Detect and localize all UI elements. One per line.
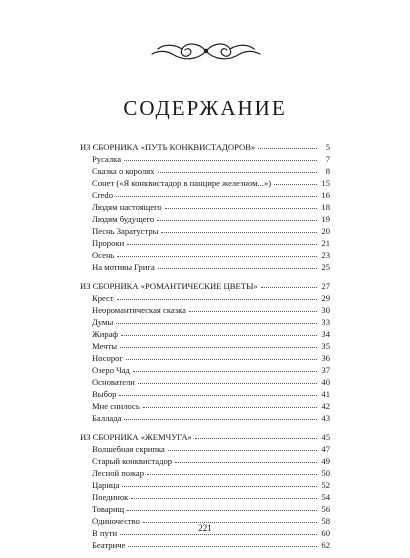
- toc-entry-page: 7: [325, 154, 330, 164]
- dot-leader: [122, 479, 317, 487]
- toc-entry-label: В пути: [92, 528, 118, 538]
- toc-entry-page: 20: [321, 226, 330, 236]
- toc-entry-label: Неоромантическая сказка: [92, 305, 186, 315]
- toc-entry-label: Сказка о королях: [92, 166, 155, 176]
- dot-leader: [116, 316, 317, 324]
- toc-section-heading-label: ИЗ СБОРНИКА «ЖЕМЧУГА»: [80, 432, 192, 442]
- toc-entry: [80, 249, 330, 261]
- toc-entry: [80, 328, 330, 340]
- dot-leader: [133, 364, 317, 372]
- toc-entry-page: 19: [321, 214, 330, 224]
- toc-entry-page: 21: [321, 238, 330, 248]
- toc-entry-page: 37: [321, 365, 330, 375]
- toc-entry-page: 18: [321, 202, 330, 212]
- toc-entry: [80, 177, 330, 189]
- toc-entry-label: Поединок: [92, 492, 129, 502]
- toc-entry-page: 50: [321, 468, 330, 478]
- dot-leader: [165, 201, 317, 209]
- toc-entry-label: Старый конквистадор: [92, 456, 173, 466]
- toc-entry: [80, 364, 330, 376]
- toc-entry: [80, 467, 330, 479]
- toc-section-heading: [80, 141, 330, 153]
- toc-entry-page: 60: [321, 528, 330, 538]
- toc-entry: [80, 340, 330, 352]
- dot-leader: [143, 400, 317, 408]
- toc-entry-label: Лесной пожар: [92, 468, 144, 478]
- toc-entry: [80, 388, 330, 400]
- toc-entry: [80, 153, 330, 165]
- toc-entry: [80, 165, 330, 177]
- toc-entry: [80, 237, 330, 249]
- dot-leader: [189, 304, 317, 312]
- toc-entry: [80, 400, 330, 412]
- toc-section-heading: [80, 280, 330, 292]
- toc-entry-label: Жираф: [92, 329, 118, 339]
- dot-leader: [175, 455, 317, 463]
- dot-leader: [138, 376, 317, 384]
- toc-entry: [80, 352, 330, 364]
- toc-entry: [80, 213, 330, 225]
- dot-leader: [161, 225, 317, 233]
- toc-entry-page: 56: [321, 504, 330, 514]
- dot-leader: [126, 352, 317, 360]
- toc-entry-page: 25: [321, 262, 330, 272]
- toc-entry-page: 29: [321, 293, 330, 303]
- toc-entry-page: 54: [321, 492, 330, 502]
- toc-entry: [80, 491, 330, 503]
- toc-entry-label: Товарищ: [92, 504, 125, 514]
- dot-leader: [147, 467, 317, 475]
- toc-entry: [80, 189, 330, 201]
- toc-entry-label: Людям будущего: [92, 214, 155, 224]
- toc-entry-page: 49: [321, 456, 330, 466]
- dot-leader: [128, 539, 317, 547]
- toc-entry-page: 33: [321, 317, 330, 327]
- toc-entry-label: Русалка: [92, 154, 122, 164]
- dot-leader: [119, 388, 317, 396]
- dot-leader: [127, 503, 317, 511]
- toc-entry-page: 62: [321, 540, 330, 550]
- dot-leader: [117, 292, 317, 300]
- toc-entry-label: Выбор: [92, 389, 117, 399]
- toc-entry-label: Мечты: [92, 341, 117, 351]
- toc-entry-page: 16: [321, 190, 330, 200]
- toc-entry-label: Песнь Заратустры: [92, 226, 159, 236]
- toc-entry-label: Носорог: [92, 353, 123, 363]
- toc-entry-label: Одиночество: [92, 516, 140, 526]
- toc-entry-label: На мотивы Грига: [92, 262, 155, 272]
- dot-leader: [124, 153, 317, 161]
- dot-leader: [158, 165, 318, 173]
- dot-leader: [261, 280, 317, 288]
- toc-entry: [80, 539, 330, 551]
- dot-leader: [195, 431, 317, 439]
- toc-entry: [80, 316, 330, 328]
- toc-entry-page: 36: [321, 353, 330, 363]
- toc-entry-label: Баллада: [92, 413, 122, 423]
- toc-entry-label: Думы: [92, 317, 114, 327]
- toc-entry-label: Сонет («Я конквистадор в панцире железном...»): [92, 178, 272, 188]
- toc-entry-label: Озеро Чад: [92, 365, 130, 375]
- toc-entry: [80, 455, 330, 467]
- toc-entry: [80, 412, 330, 424]
- toc-entry-label: Волшебная скрипка: [92, 444, 165, 454]
- dot-leader: [158, 261, 317, 269]
- page-title: СОДЕРЖАНИЕ: [123, 96, 287, 120]
- dot-leader: [258, 141, 317, 149]
- toc-entry-label: Мне снилось: [92, 401, 140, 411]
- toc-entry-label: Основатели: [92, 377, 135, 387]
- toc-entry-label: Царица: [92, 480, 120, 490]
- toc-entry-label: Людям настоящего: [92, 202, 162, 212]
- toc-section-heading-page: 27: [321, 281, 330, 291]
- page-number: 221: [198, 523, 212, 533]
- dot-leader: [168, 443, 317, 451]
- toc-entry: [80, 376, 330, 388]
- dot-leader: [117, 249, 317, 257]
- toc-entry-page: 40: [321, 377, 330, 387]
- toc-entry-page: 47: [321, 444, 330, 454]
- toc-entry: [80, 225, 330, 237]
- toc-section-heading-label: ИЗ СБОРНИКА «РОМАНТИЧЕСКИЕ ЦВЕТЫ»: [80, 281, 258, 291]
- toc-entry: [80, 261, 330, 273]
- toc-entry: [80, 304, 330, 316]
- toc-entry: [80, 503, 330, 515]
- decorative-ornament-icon: [150, 38, 262, 64]
- toc-entry-page: 41: [321, 389, 330, 399]
- toc-entry-page: 43: [321, 413, 330, 423]
- dot-leader: [116, 189, 317, 197]
- toc-section-heading-page: 45: [321, 432, 330, 442]
- dot-leader: [124, 412, 317, 420]
- toc-entry-label: Пророки: [92, 238, 125, 248]
- dot-leader: [131, 491, 317, 499]
- toc-entry-page: 15: [321, 178, 330, 188]
- toc-entry: [80, 479, 330, 491]
- toc-entry: [80, 201, 330, 213]
- dot-leader: [157, 213, 317, 221]
- toc-entry-page: 23: [321, 250, 330, 260]
- dot-leader: [120, 340, 317, 348]
- toc-entry-page: 52: [321, 480, 330, 490]
- dot-leader: [121, 328, 317, 336]
- toc-entry-page: 30: [321, 305, 330, 315]
- dot-leader: [127, 237, 317, 245]
- toc-section-heading: [80, 431, 330, 443]
- dot-leader: [274, 177, 317, 185]
- toc-entry-label: Беатриче: [92, 540, 126, 550]
- toc-entry-label: Крест: [92, 293, 114, 303]
- toc-entry-page: 34: [321, 329, 330, 339]
- toc-section-heading-label: ИЗ СБОРНИКА «ПУТЬ КОНКВИСТАДОРОВ»: [80, 142, 256, 152]
- toc-entry-label: Осень: [92, 250, 115, 260]
- toc-entry-page: 8: [325, 166, 330, 176]
- toc-entry: [80, 292, 330, 304]
- toc-section-heading-page: 5: [325, 142, 330, 152]
- toc-entry: [80, 443, 330, 455]
- toc-entry-label: Credo: [92, 190, 114, 200]
- dot-leader: [143, 515, 317, 523]
- table-of-contents: [80, 141, 330, 551]
- toc-entry-page: 42: [321, 401, 330, 411]
- toc-entry-page: 35: [321, 341, 330, 351]
- toc-entry-page: 58: [321, 516, 330, 526]
